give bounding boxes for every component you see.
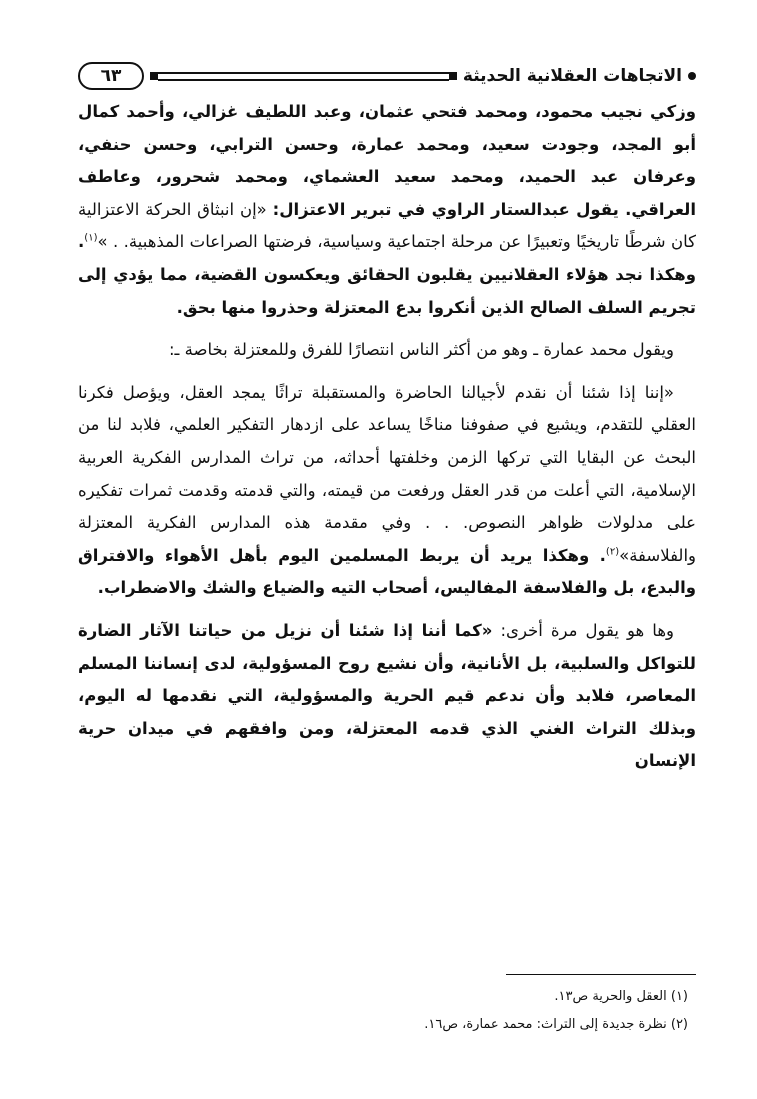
paragraph-4-lead: وها هو يقول مرة أخرى:: [492, 620, 674, 640]
rule-cap-square: [449, 72, 457, 80]
page-content: [78, 58, 696, 778]
footnote-ref-2[interactable]: (٢): [605, 546, 620, 558]
footnote-ref-1[interactable]: (١): [84, 232, 98, 244]
paragraph-1: [78, 96, 696, 324]
rule-cap-square: [150, 72, 158, 80]
rule-double-line: [158, 72, 449, 81]
running-header: [78, 58, 696, 94]
bullet-icon: [688, 72, 696, 80]
page-number: ٦٣: [78, 62, 144, 90]
paragraph-1-quote: «إن انبثاق الحركة الاعتزالية كان شرطًا تاريخيًا وتعبيرًا عن مرحلة اجتماعية وسياسية، فرضتها الصراعات المذهبية. . »: [78, 199, 696, 252]
paragraph-1-tail: . وهكذا نجد هؤلاء العقلانيين يقلبون الحقائق ويعكسون القضية، مما يؤدي إلى تجريم السلف الصالح الذين أنكروا بدع المعتزلة وحذروا منها بحق.: [78, 232, 696, 317]
footnote-2: (٢) نظرة جديدة إلى التراث: محمد عمارة، ص١٦.: [424, 1017, 688, 1032]
paragraph-4: [78, 615, 696, 778]
footnotes: [78, 974, 696, 1039]
header-title: الاتجاهات العقلانية الحديثة: [462, 66, 682, 86]
paragraph-3-quote: «إننا إذا شئنا أن نقدم لأجيالنا الحاضرة والمستقبلة تراثًا يمجد العقل، ويؤصل فكرنا العقلي للتقدم، ويشيع في صفوفنا مناخًا يساعد على ازدهار التفكير العلمي، فلابد لنا من البحث عن البقايا التي تركها الزمن وخلفتها أحداثه، من تراث المدارس الفكرية العربية الإسلامية، التي أعلت من قدر العقل ورفعت من قيمته، والتي قدمته وقدمت ثمرات تفكيره على مدلولات ظواهر النصوص. . . وفي مقدمة هذه المدارس الفكرية المعتزلة والفلاسفة»: [78, 382, 696, 565]
paragraph-3: [78, 377, 696, 605]
footnote-1: (١) العقل والحرية ص١٣.: [554, 989, 688, 1004]
paragraph-1-bold: وزكي نجيب محمود، ومحمد فتحي عثمان، وعبد اللطيف غزالي، وأحمد كمال أبو المجد، وجودت سعيد، ومحمد عمارة، وحسن الترابي، وحسن حنفي، وعرفان عبد الحميد، ومحمد سعيد العشماي، ومحمد شحرور، وعاطف العراقي. يقول عبدالستار الراوي في تبرير الاعتزال:: [78, 102, 696, 219]
header-rule: [150, 72, 457, 81]
paragraph-4-quote: «كما أننا إذا شئنا أن نزيل من حياتنا الآثار الضارة للتواكل والسلبية، بل الأنانية، وأن نشيع روح المسؤولية، لدى إنساننا المسلم المعاصر، فلابد وأن ندعم قيم الحرية والمسؤولية، التي نقدمها له اليوم، وبذلك التراث الغني الذي قدمه المعتزلة، ومن وافقهم في ميدان حرية الإنسان: [78, 620, 696, 771]
footnote-divider: [506, 974, 696, 975]
paragraph-3-tail: . وهكذا يريد أن يربط المسلمين اليوم بأهل الأهواء والافتراق والبدع، بل والفلاسفة المفاليس، أصحاب التيه والضياع والشك والاضطراب.: [78, 545, 696, 598]
paragraph-2: ويقول محمد عمارة ـ وهو من أكثر الناس انتصارًا للفرق وللمعتزلة بخاصة ـ:: [169, 340, 674, 360]
